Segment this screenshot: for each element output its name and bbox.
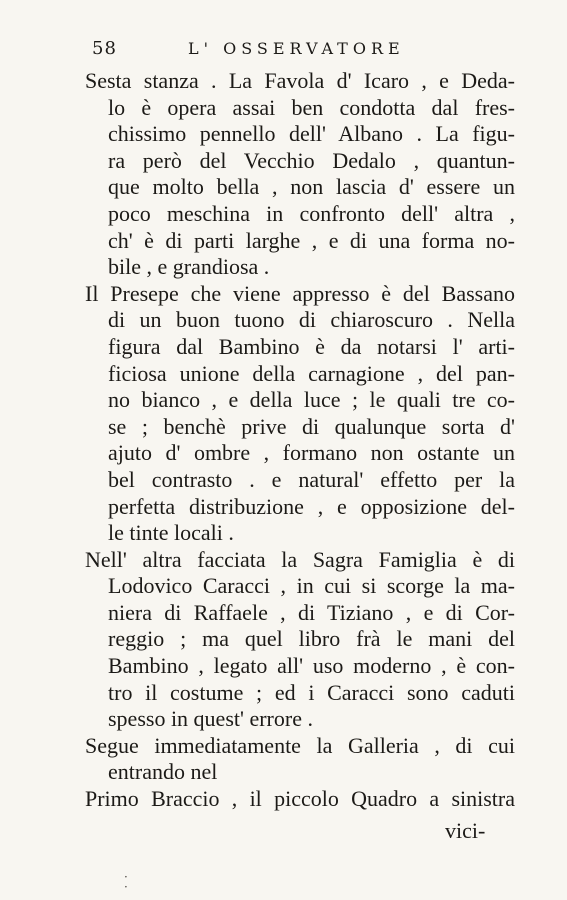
text-line: di un buon tuono di chiaroscuro . Nella bbox=[108, 307, 515, 333]
margin-speck: · · bbox=[124, 870, 128, 894]
text-line: ajuto d' ombre , formano non ostante un bbox=[108, 440, 515, 466]
text-line: no bianco , e della luce ; le quali tre co- bbox=[108, 387, 515, 413]
text-line: Il Presepe che viene appresso è del Bassano bbox=[85, 280, 515, 306]
text-line: Lodovico Caracci , in cui si scorge la ma- bbox=[108, 573, 515, 599]
running-title: L' OSSERVATORE bbox=[188, 39, 405, 58]
paragraph-sagra-famiglia bbox=[85, 547, 515, 733]
text-line: bel contrasto . e natural' effetto per la bbox=[108, 466, 515, 492]
paragraph-presepe bbox=[85, 281, 515, 547]
text-line: lo è opera assai ben condotta dal fres- bbox=[108, 94, 515, 120]
text-line: tro il costume ; ed i Caracci sono caduti bbox=[108, 679, 515, 705]
text-line: Primo Braccio , il piccolo Quadro a sinistra bbox=[85, 786, 515, 812]
paragraph-galleria bbox=[85, 733, 515, 786]
text-line: figura dal Bambino è da notarsi l' arti- bbox=[108, 333, 515, 359]
text-line: entrando nel bbox=[108, 759, 218, 785]
text-line: niera di Raffaele , di Tiziano , e di Cor- bbox=[108, 599, 515, 625]
text-line: ra però del Vecchio Dedalo , quantun- bbox=[108, 147, 515, 173]
paragraph-primo-braccio bbox=[85, 786, 515, 813]
text-line: bile , e grandiosa . bbox=[108, 254, 270, 280]
text-line: reggio ; ma quel libro frà le mani del bbox=[108, 626, 515, 652]
text-line: perfetta distribuzione , e opposizione del- bbox=[108, 493, 515, 519]
text-line: spesso in quest' errore . bbox=[108, 706, 313, 732]
text-line: se ; benchè prive di qualunque sorta d' bbox=[108, 413, 515, 439]
page-number: 58 bbox=[92, 38, 117, 59]
text-line: ch' è di parti larghe , e di una forma no- bbox=[108, 227, 515, 253]
text-line: poco meschina in confronto dell' altra , bbox=[108, 200, 515, 226]
text-line: Segue immediatamente la Galleria , di cui bbox=[85, 732, 515, 758]
text-line: Bambino , legato all' uso moderno , è con- bbox=[108, 653, 515, 679]
catchword: vici- bbox=[445, 818, 486, 843]
text-line: Sesta stanza . La Favola d' Icaro , e Deda- bbox=[85, 68, 515, 93]
text-line: Nell' altra facciata la Sagra Famiglia è di bbox=[85, 546, 515, 572]
page-header bbox=[92, 34, 512, 64]
paragraph-sesta-stanza bbox=[85, 68, 515, 281]
body-text bbox=[85, 68, 515, 813]
text-line: ficiosa unione della carnagione , del pan- bbox=[108, 360, 515, 386]
text-line: chissimo pennello dell' Albano . La figu- bbox=[108, 121, 515, 147]
text-line: le tinte locali . bbox=[108, 520, 234, 546]
text-line: que molto bella , non lascia d' essere un bbox=[108, 174, 515, 200]
